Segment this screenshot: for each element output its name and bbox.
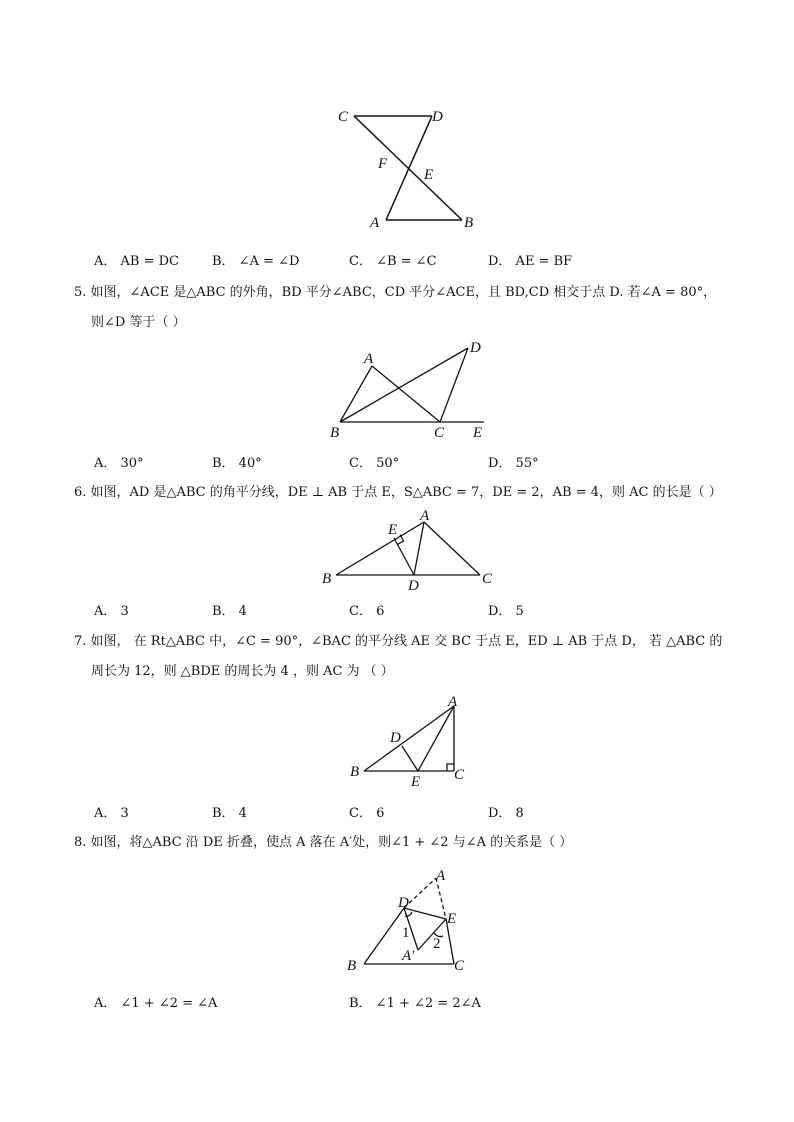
q4-option-b[interactable]: B． ∠A = ∠D bbox=[212, 254, 300, 269]
q8-option-b[interactable]: B． ∠1 + ∠2 = 2∠A bbox=[349, 996, 481, 1011]
label-D: D bbox=[432, 109, 443, 125]
q5-option-c[interactable]: C． 50° bbox=[349, 456, 400, 471]
label-A-prime: A′ bbox=[402, 948, 415, 964]
label-D: D bbox=[470, 340, 481, 356]
label-F: F bbox=[378, 156, 388, 172]
q5-stem-line2: 则∠D 等于（ ） bbox=[91, 315, 186, 330]
q7-stem-line2: 周长为 12，则 △BDE 的周长为 4 ，则 AC 为 （ ） bbox=[91, 664, 394, 679]
q7-option-c[interactable]: C． 6 bbox=[349, 806, 385, 821]
label-D: D bbox=[398, 895, 409, 911]
q6-option-b[interactable]: B． 4 bbox=[212, 604, 247, 619]
label-B: B bbox=[350, 764, 360, 780]
label-angle-1: 1 bbox=[402, 925, 410, 941]
q8-stem-line1: 8. 如图，将△ABC 沿 DE 折叠，使点 A 落在 A′处，则∠1 + ∠2 与∠A 的关系是（ ） bbox=[74, 835, 573, 850]
label-A: A bbox=[436, 868, 446, 884]
q5-option-d[interactable]: D． 55° bbox=[488, 456, 539, 471]
label-A: A bbox=[370, 215, 380, 231]
q4-option-c[interactable]: C． ∠B = ∠C bbox=[349, 254, 437, 269]
label-B: B bbox=[330, 425, 340, 441]
label-angle-2: 2 bbox=[433, 936, 441, 952]
q7-option-b[interactable]: B． 4 bbox=[212, 806, 247, 821]
q6-option-c[interactable]: C． 6 bbox=[349, 604, 385, 619]
label-E: E bbox=[447, 911, 457, 927]
label-D: D bbox=[390, 730, 401, 746]
label-B: B bbox=[464, 215, 474, 231]
q6-option-a[interactable]: A． 3 bbox=[94, 604, 129, 619]
q7-stem-line1: 7. 如图， 在 Rt△ABC 中，∠C = 90°，∠BAC 的平分线 AE 交 BC 于点 E，ED ⊥ AB 于点 D， 若 △ABC 的 bbox=[74, 634, 723, 649]
label-E: E bbox=[411, 774, 421, 790]
label-C: C bbox=[434, 425, 445, 441]
q6-stem-line1: 6. 如图，AD 是△ABC 的角平分线，DE ⊥ AB 于点 E，S△ABC = 7，DE = 2，AB = 4，则 AC 的长是（ ） bbox=[74, 485, 722, 500]
q8-option-a[interactable]: A． ∠1 + ∠2 = ∠A bbox=[94, 996, 218, 1011]
q5-stem-line1: 5. 如图，∠ACE 是△ABC 的外角，BD 平分∠ABC，CD 平分∠ACE，且 BD,CD 相交于点 D. 若∠A = 80°， bbox=[74, 285, 717, 300]
q4-option-a[interactable]: A． AB = DC bbox=[94, 254, 179, 269]
q5-option-a[interactable]: A． 30° bbox=[94, 456, 144, 471]
q6-option-d[interactable]: D． 5 bbox=[488, 604, 524, 619]
q5-option-b[interactable]: B． 40° bbox=[212, 456, 262, 471]
label-A: A bbox=[364, 351, 374, 367]
label-C: C bbox=[338, 109, 349, 125]
label-E: E bbox=[388, 522, 398, 538]
label-A: A bbox=[448, 694, 458, 710]
label-A: A bbox=[420, 508, 430, 524]
label-B: B bbox=[322, 571, 332, 587]
label-E: E bbox=[424, 167, 434, 183]
q4-option-d[interactable]: D． AE = BF bbox=[488, 254, 573, 269]
label-C: C bbox=[482, 571, 493, 587]
label-E: E bbox=[473, 425, 483, 441]
label-B: B bbox=[347, 958, 357, 974]
q7-option-a[interactable]: A． 3 bbox=[94, 806, 129, 821]
label-D: D bbox=[408, 578, 419, 594]
q7-option-d[interactable]: D． 8 bbox=[488, 806, 524, 821]
label-C: C bbox=[454, 767, 465, 783]
label-C: C bbox=[454, 958, 465, 974]
